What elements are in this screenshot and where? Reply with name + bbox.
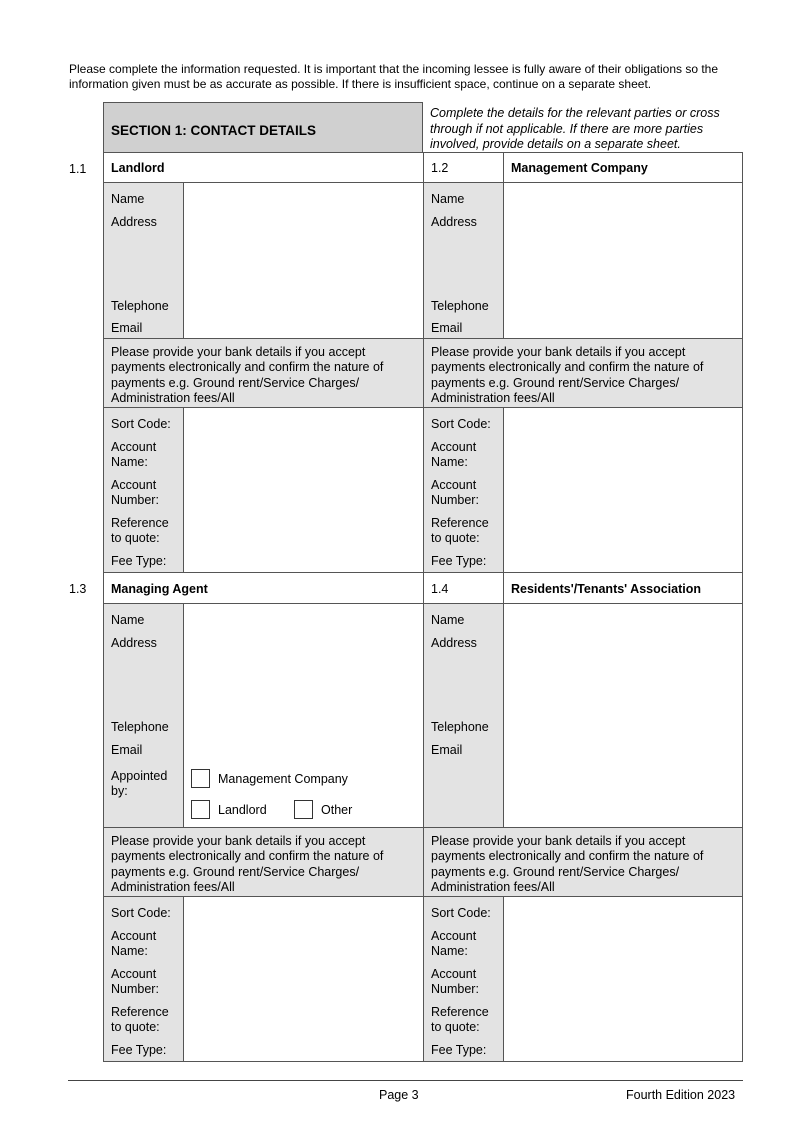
appointed-management-company-checkbox[interactable] [191,769,210,788]
mgmt-sort-code-label: Sort Code: [431,417,491,431]
mgmt-contact-field[interactable] [503,182,743,339]
mgmt-name-label: Name [431,192,465,206]
assoc-account-name-label-1: Account [431,929,477,943]
agent-fee-type-label: Fee Type: [111,1043,167,1057]
landlord-telephone-label: Telephone [111,299,169,313]
edition-label: Fourth Edition 2023 [626,1088,736,1102]
section-title: SECTION 1: CONTACT DETAILS [111,123,316,138]
landlord-email-label: Email [111,321,143,335]
landlord-account-name-label-1: Account [111,440,157,454]
mgmt-bank-note: Please provide your bank details if you accept payments electronically and confirm the nature of payments e.g. Ground rent/Service Charges/ Administration fees/All [431,345,704,405]
management-company-title: Management Company [511,161,648,175]
party-number-cell-1-4 [423,572,504,604]
landlord-reference-label-1: Reference [111,516,169,530]
agent-appointed-label-2: by: [111,784,128,798]
assoc-bank-note: Please provide your bank details if you accept payments electronically and confirm the nature of payments e.g. Ground rent/Service Charges/ Administration fees/All [431,834,704,894]
party-number-1-4: 1.4 [431,582,449,596]
landlord-account-name-label-2: Name: [111,455,148,469]
appointed-landlord-label: Landlord [218,803,267,817]
agent-name-label: Name [111,613,145,627]
assoc-reference-label-2: to quote: [431,1020,480,1034]
landlord-title-cell [103,152,424,183]
residents-association-title-cell [503,572,743,604]
landlord-title: Landlord [111,161,165,175]
appointed-other-checkbox[interactable] [294,800,313,819]
managing-agent-title-cell [103,572,424,604]
landlord-bank-field[interactable] [183,407,424,573]
mgmt-email-label: Email [431,321,463,335]
agent-email-label: Email [111,743,143,757]
assoc-sort-code-label: Sort Code: [431,906,491,920]
agent-account-number-label-1: Account [111,967,157,981]
mgmt-account-number-label-1: Account [431,478,477,492]
landlord-sort-code-label: Sort Code: [111,417,171,431]
management-company-title-cell [503,152,743,183]
party-number-1-3: 1.3 [69,582,87,596]
landlord-bank-note: Please provide your bank details if you accept payments electronically and confirm the nature of payments e.g. Ground rent/Service Charges/ Administration fees/All [111,345,384,405]
landlord-fee-type-label: Fee Type: [111,554,167,568]
appointed-other-label: Other [321,803,353,817]
mgmt-bank-labels [423,407,504,573]
agent-bank-note-cell [103,827,424,897]
agent-address-label: Address [111,636,157,650]
landlord-contact-field[interactable] [183,182,424,339]
assoc-bank-field[interactable] [503,896,743,1062]
landlord-bank-labels [103,407,184,573]
assoc-address-label: Address [431,636,477,650]
mgmt-account-name-label-2: Name: [431,455,468,469]
mgmt-reference-label-2: to quote: [431,531,480,545]
footer-divider [68,1080,743,1081]
mgmt-bank-note-cell [423,338,743,408]
party-number-1-2: 1.2 [431,161,449,175]
party-number-cell-1-2 [423,152,504,183]
page-number: Page 3 [379,1088,419,1102]
agent-account-name-label-1: Account [111,929,157,943]
intro-text: Please complete the information requested. It is important that the incoming lessee is fully aware of their obligations so the information given must be as accurate as possible. If there is insufficient space, continue on a separate sheet. [69,62,719,91]
assoc-contact-labels [423,603,504,828]
section-title-box [103,102,423,153]
managing-agent-title: Managing Agent [111,582,208,596]
landlord-bank-note-cell [103,338,424,408]
assoc-reference-label-1: Reference [431,1005,489,1019]
landlord-name-label: Name [111,192,145,206]
agent-sort-code-label: Sort Code: [111,906,171,920]
assoc-account-name-label-2: Name: [431,944,468,958]
assoc-account-number-label-2: Number: [431,982,479,996]
agent-telephone-label: Telephone [111,720,169,734]
assoc-bank-labels [423,896,504,1062]
appointed-management-company-label: Management Company [218,772,348,786]
assoc-bank-note-cell [423,827,743,897]
landlord-account-number-label-2: Number: [111,493,159,507]
appointed-landlord-checkbox[interactable] [191,800,210,819]
assoc-contact-field[interactable] [503,603,743,828]
mgmt-account-name-label-1: Account [431,440,477,454]
agent-contact-field[interactable] [183,603,424,828]
mgmt-telephone-label: Telephone [431,299,489,313]
party-number-1-1: 1.1 [69,162,87,176]
mgmt-fee-type-label: Fee Type: [431,554,487,568]
residents-association-title: Residents'/Tenants' Association [511,582,702,596]
assoc-email-label: Email [431,743,463,757]
landlord-contact-labels [103,182,184,339]
agent-account-number-label-2: Number: [111,982,159,996]
mgmt-contact-labels [423,182,504,339]
agent-bank-field[interactable] [183,896,424,1062]
assoc-account-number-label-1: Account [431,967,477,981]
agent-reference-label-2: to quote: [111,1020,160,1034]
assoc-telephone-label: Telephone [431,720,489,734]
assoc-fee-type-label: Fee Type: [431,1043,487,1057]
mgmt-reference-label-1: Reference [431,516,489,530]
landlord-address-label: Address [111,215,157,229]
agent-bank-labels [103,896,184,1062]
agent-account-name-label-2: Name: [111,944,148,958]
assoc-name-label: Name [431,613,465,627]
section-note: Complete the details for the relevant parties or cross through if not applicable. If there are more parties involved, provide details on a separate sheet. [430,106,720,151]
agent-reference-label-1: Reference [111,1005,169,1019]
mgmt-account-number-label-2: Number: [431,493,479,507]
agent-bank-note: Please provide your bank details if you accept payments electronically and confirm the nature of payments e.g. Ground rent/Service Charges/ Administration fees/All [111,834,384,894]
mgmt-address-label: Address [431,215,477,229]
landlord-reference-label-2: to quote: [111,531,160,545]
agent-contact-labels [103,603,184,828]
landlord-account-number-label-1: Account [111,478,157,492]
mgmt-bank-field[interactable] [503,407,743,573]
agent-appointed-label-1: Appointed [111,769,168,783]
